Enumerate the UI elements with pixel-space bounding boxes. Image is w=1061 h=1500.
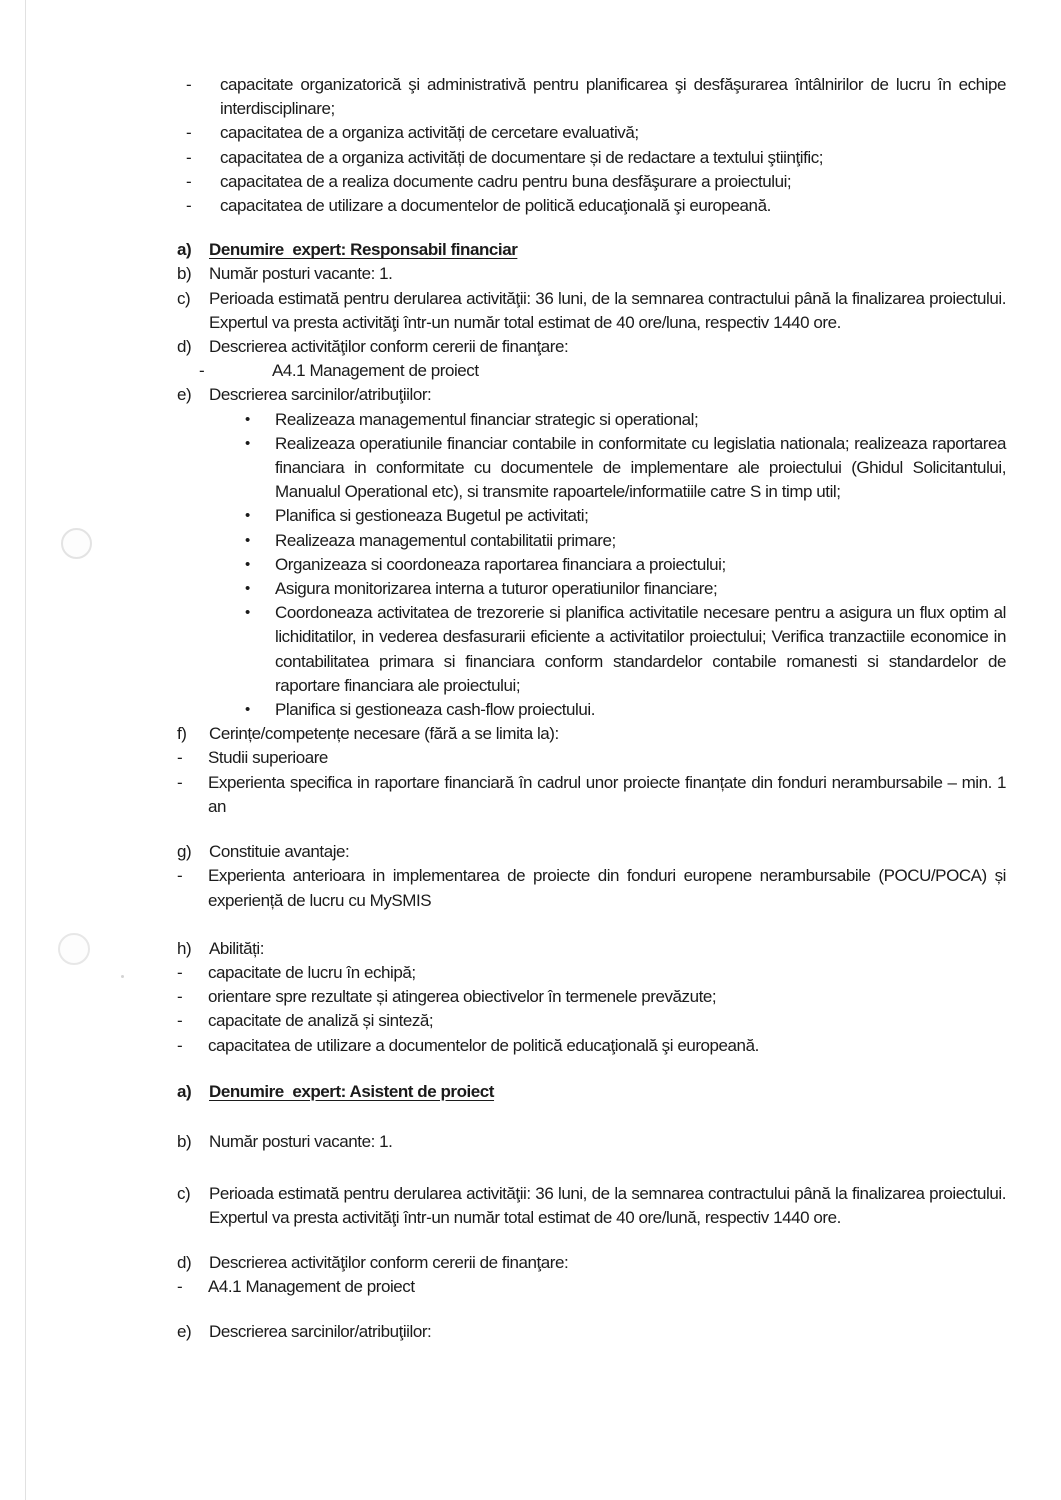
- list-item-text: capacitatea de utilizare a documentelor de politică educaţională şi europeană.: [220, 196, 771, 216]
- scan-edge-line: [25, 0, 26, 1500]
- list-item-text: capacitatea de a realiza documente cadru pentru buna desfăşurare a proiectului;: [220, 171, 792, 191]
- dash-marker: -: [177, 962, 183, 982]
- item-label: d): [177, 1252, 192, 1272]
- dash-marker: -: [177, 1276, 183, 1296]
- task-text: Realizeaza operatiunile financiar contabile in conformitate cu legislatia nationala; realizeaza raportarea financiara in conformitate cu documentele de implementare ale proiectului (Ghidul Solicitantului, Manualul Operational etc), si transmite rapoartele/informatiile catre S in timp util;: [275, 433, 1006, 502]
- bullet-marker: •: [245, 701, 250, 719]
- advantage-item: [177, 864, 1006, 912]
- task-item: [177, 577, 1006, 601]
- ability-text: capacitatea de utilizare a documentelor de politică educaţională şi europeană.: [208, 1035, 759, 1055]
- item-text: Perioada estimată pentru derularea activităţii: 36 luni, de la semnarea contractului până la finalizarea proiectului. Expertul va presta activităţi într-un număr total estimat de 40 ore/luna, respectiv 1440 ore.: [209, 288, 1006, 332]
- task-item: [177, 601, 1006, 698]
- list-item: [177, 194, 1006, 218]
- dash-marker: -: [186, 196, 192, 216]
- item-text: Descrierea activităţilor conform cererii de finanţare:: [209, 337, 569, 357]
- task-text: Realizeaza managementul financiar strategic si operational;: [275, 409, 699, 429]
- bullet-marker: •: [245, 555, 250, 573]
- item-label: c): [177, 1184, 191, 1204]
- item-text: Număr posturi vacante: 1.: [209, 1131, 393, 1151]
- item-text: Constituie avantaje:: [209, 842, 350, 862]
- lettered-item-c: [177, 1182, 1006, 1230]
- list-item-text: capacitatea de a organiza activități de documentare și de redactare a textului ştiinţific;: [220, 147, 824, 167]
- dash-marker: -: [177, 987, 183, 1007]
- dash-marker: -: [186, 147, 192, 167]
- dash-marker: -: [177, 866, 183, 886]
- item-label: c): [177, 288, 191, 308]
- item-text: Perioada estimată pentru derularea activităţii: 36 luni, de la semnarea contractului până la finalizarea proiectului. Expertul va presta activităţi într-un număr total estimat de 40 ore/lună, respectiv 1440 ore.: [209, 1184, 1006, 1228]
- dash-marker: -: [199, 361, 205, 381]
- lettered-item-c: [177, 287, 1006, 335]
- lettered-item-b: [177, 262, 1006, 286]
- ability-item: [177, 1034, 1006, 1058]
- item-label: f): [177, 724, 187, 744]
- item-label: g): [177, 842, 192, 862]
- list-item: [177, 146, 1006, 170]
- bullet-marker: •: [245, 580, 250, 598]
- punch-hole: [58, 933, 90, 965]
- punch-hole: [61, 528, 92, 559]
- item-label: a): [177, 1081, 192, 1101]
- lettered-item-b: [177, 1130, 1006, 1154]
- item-label: e): [177, 385, 192, 405]
- list-item-text: capacitatea de a organiza activități de cercetare evaluativă;: [220, 123, 639, 143]
- lettered-item-f: [177, 722, 1006, 746]
- dash-marker: -: [186, 171, 192, 191]
- item-text: Descrierea sarcinilor/atribuţiilor:: [209, 1321, 432, 1341]
- lettered-item-h: [177, 937, 1006, 961]
- ability-text: capacitate de analiză și sinteză;: [208, 1011, 434, 1031]
- requirement-item: [177, 746, 1006, 770]
- item-label: a): [177, 240, 192, 260]
- expert-heading-financiar: [177, 238, 1006, 262]
- activity-text: A4.1 Management de proiect: [208, 1276, 415, 1296]
- bullet-marker: •: [245, 434, 250, 452]
- ability-text: capacitate de lucru în echipă;: [208, 962, 416, 982]
- task-text: Planifica si gestioneaza cash-flow proiectului.: [275, 700, 595, 720]
- document-content: [177, 73, 1006, 1344]
- task-item: [177, 529, 1006, 553]
- item-label: h): [177, 938, 192, 958]
- dash-marker: -: [177, 772, 183, 792]
- activity-text: A4.1 Management de proiect: [272, 361, 479, 381]
- item-text: Cerințe/competențe necesare (fără a se limita la):: [209, 724, 559, 744]
- task-item: [177, 504, 1006, 528]
- expert-title: Denumire expert: Asistent de proiect: [209, 1081, 495, 1101]
- bullet-marker: •: [245, 507, 250, 525]
- ability-item: [177, 1009, 1006, 1033]
- expert-heading-asistent: [177, 1080, 1006, 1104]
- lettered-item-e: [177, 1320, 1006, 1344]
- requirement-text: Studii superioare: [208, 748, 328, 768]
- lettered-item-e: [177, 383, 1006, 407]
- list-item: [177, 121, 1006, 145]
- lettered-item-g: [177, 840, 1006, 864]
- requirement-item: [177, 771, 1006, 819]
- task-item: [177, 553, 1006, 577]
- lettered-item-d: [177, 335, 1006, 359]
- activity-item: [177, 1275, 1006, 1299]
- item-text: Descrierea activităţilor conform cererii de finanţare:: [209, 1252, 569, 1272]
- task-item: [177, 698, 1006, 722]
- list-item: [177, 170, 1006, 194]
- dash-marker: -: [186, 75, 192, 94]
- dash-marker: -: [177, 1011, 183, 1031]
- list-item: [177, 73, 1006, 121]
- task-text: Planifica si gestioneaza Bugetul pe activitati;: [275, 506, 589, 526]
- item-text: Număr posturi vacante: 1.: [209, 264, 393, 284]
- activity-item: [177, 359, 1006, 383]
- item-label: e): [177, 1321, 192, 1341]
- dash-marker: -: [186, 123, 192, 143]
- lettered-item-d: [177, 1251, 1006, 1275]
- item-label: d): [177, 337, 192, 357]
- list-item-text: capacitate organizatorică şi administrativă pentru planificarea şi desfăşurarea întâlnirilor de lucru în echipe interdisciplinare;: [220, 75, 1006, 119]
- item-text: Abilități:: [209, 938, 265, 958]
- ability-item: [177, 961, 1006, 985]
- item-text: Descrierea sarcinilor/atribuţiilor:: [209, 385, 432, 405]
- task-item: [177, 408, 1006, 432]
- dash-marker: -: [177, 748, 183, 768]
- task-item: [177, 432, 1006, 505]
- item-label: b): [177, 264, 192, 284]
- task-text: Coordoneaza activitatea de trezorerie si planifica activitatile necesare pentru a asigura un flux optim al lichiditatilor, in vederea desfasurarii eficiente a activitatilor proiectului; Verifica tranzactiile economice in contabilitatea primara si financiara conform standardelor contabile romanesti si standardelor de raportare financiara ale proiectului;: [275, 603, 1006, 695]
- ability-item: [177, 985, 1006, 1009]
- dash-marker: -: [177, 1035, 183, 1055]
- ability-text: orientare spre rezultate și atingerea obiectivelor în termenele prevăzute;: [208, 987, 717, 1007]
- bullet-marker: •: [245, 604, 250, 622]
- task-text: Asigura monitorizarea interna a tuturor operatiunilor financiare;: [275, 579, 718, 599]
- item-label: b): [177, 1131, 192, 1151]
- requirement-text: Experienta specifica in raportare financiară în cadrul unor proiecte finanțate din fonduri nerambursabile – min. 1 an: [208, 772, 1006, 816]
- task-text: Organizeaza si coordoneaza raportarea financiara a proiectului;: [275, 554, 726, 574]
- scan-speck: [121, 975, 124, 978]
- task-text: Realizeaza managementul contabilitatii primare;: [275, 530, 616, 550]
- expert-title: Denumire expert: Responsabil financiar: [209, 240, 518, 260]
- bullet-marker: •: [245, 410, 250, 428]
- advantage-text: Experienta anterioara in implementarea de proiecte din fonduri europene nerambursabile (POCU/POCA) și experiență de lucru cu MySMIS: [208, 866, 1006, 910]
- bullet-marker: •: [245, 531, 250, 549]
